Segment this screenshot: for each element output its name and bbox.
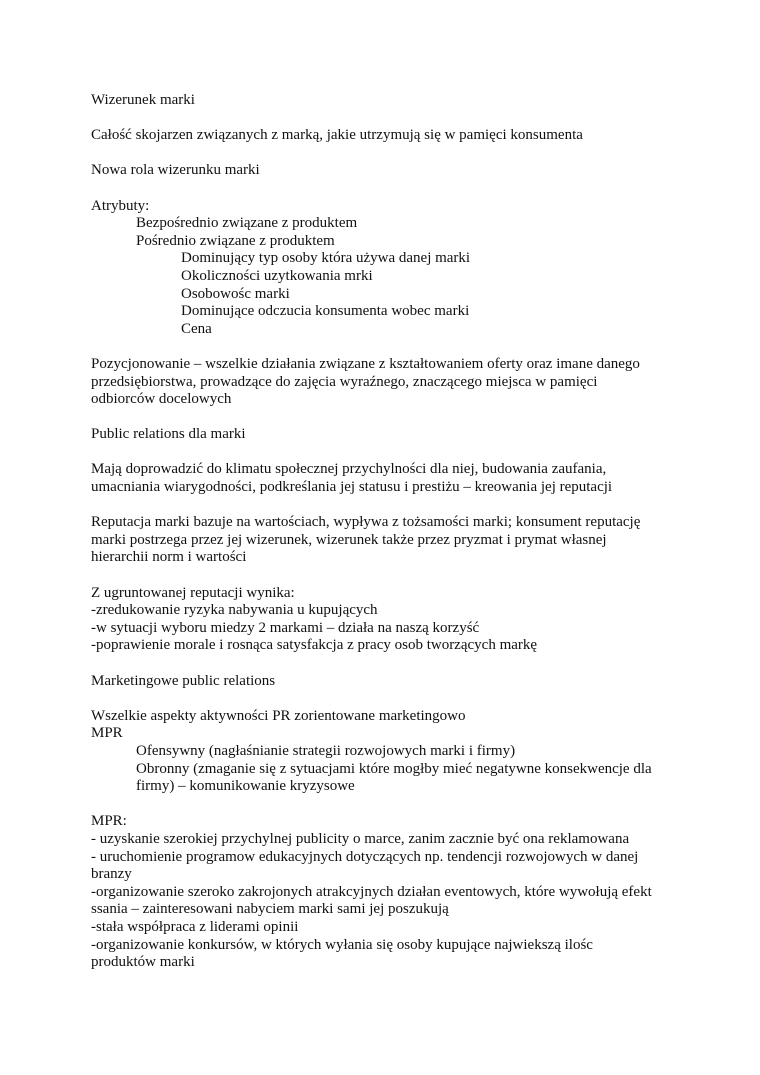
mpr-definition: Wszelkie aspekty aktywności PR zorientowane marketingowo (91, 707, 466, 724)
mpr-list-line: branzy (91, 866, 132, 883)
attribute-sub-item: Dominujące odczucia konsumenta wobec marki (181, 303, 470, 320)
positioning-line: odbiorców docelowych (91, 391, 232, 408)
reputation-line: hierarchii norm i wartości (91, 549, 247, 566)
mpr-list-heading: MPR: (91, 813, 127, 830)
spacer (91, 444, 671, 462)
mpr-list-line: -stała współpraca z liderami opinii (91, 918, 299, 935)
spacer (91, 690, 671, 708)
mpr-label: MPR (91, 725, 123, 742)
spacer (91, 110, 671, 128)
results-item: -zredukowanie ryzyka nabywania u kupujących (91, 602, 378, 619)
spacer (91, 145, 671, 163)
spacer (91, 409, 671, 427)
pr-goal-line: umacniania wiarygodności, podkreślania jej statusu i prestiżu – kreowania jej reputacji (91, 479, 613, 496)
mpr-type-defensive: Obronny (zmaganie się z sytuacjami które mogłby mieć negatywne konsekwencje dla (136, 760, 652, 777)
positioning-line: Pozycjonowanie – wszelkie działania związane z kształtowaniem oferty oraz imane danego (91, 355, 640, 372)
mpr-type-offensive: Ofensywny (nagłaśnianie strategii rozwojowych marki i firmy) (136, 742, 516, 759)
pr-heading: Public relations dla marki (91, 426, 246, 443)
spacer (91, 655, 671, 673)
attribute-direct: Bezpośrednio związane z produktem (136, 215, 358, 232)
mpr-list-line: - uruchomienie programow edukacyjnych dotyczących np. tendencji rozwojowych w danej (91, 848, 639, 865)
results-item: -w sytuacji wyboru miedzy 2 markami – działa na naszą korzyść (91, 619, 480, 636)
positioning-line: przedsiębiorstwa, prowadzące do zajęcia wyraźnego, znaczącego miejsca w pamięci (91, 373, 598, 390)
spacer (91, 567, 671, 585)
results-item: -poprawienie morale i rosnąca satysfakcja z pracy osob tworzących markę (91, 637, 538, 654)
mpr-list-line: ssania – zainteresowani nabyciem marki sami jej poszukują (91, 901, 449, 918)
attribute-sub-item: Dominujący typ osoby która używa danej marki (181, 250, 471, 267)
new-role-heading: Nowa rola wizerunku marki (91, 162, 260, 179)
results-heading: Z ugruntowanej reputacji wynika: (91, 584, 295, 601)
pr-goal-line: Mają doprowadzić do klimatu społecznej przychylności dla niej, budowania zaufania, (91, 461, 607, 478)
attribute-sub-item: Cena (181, 320, 212, 337)
reputation-line: marki postrzega przez jej wizerunek, wizerunek także przez pryzmat i prymat własnej (91, 531, 607, 548)
document-body (91, 92, 671, 972)
mpr-list-line: produktów marki (91, 954, 195, 971)
mpr-heading: Marketingowe public relations (91, 672, 276, 689)
attribute-sub-item: Osobowośc marki (181, 285, 290, 302)
reputation-line: Reputacja marki bazuje na wartościach, wypływa z tożsamości marki; konsument reputację (91, 514, 641, 531)
attribute-indirect: Pośrednio związane z produktem (136, 232, 335, 249)
spacer (91, 497, 671, 515)
attribute-sub-item: Okoliczności uzytkowania mrki (181, 267, 373, 284)
mpr-list-line: -organizowanie szeroko zakrojonych atrakcyjnych działan eventowych, które wywołują efekt (91, 883, 652, 900)
spacer (91, 338, 671, 356)
mpr-list-line: - uzyskanie szerokiej przychylnej publicity o marce, zanim zacznie być ona reklamowana (91, 830, 630, 847)
mpr-type-defensive: firmy) – komunikowanie kryzysowe (136, 778, 355, 795)
doc-title: Wizerunek marki (91, 92, 195, 108)
spacer (91, 796, 671, 814)
spacer (91, 180, 671, 198)
mpr-list-line: -organizowanie konkursów, w których wyłania się osoby kupujące najwiekszą ilośc (91, 936, 593, 953)
definition-paragraph: Całość skojarzen związanych z marką, jakie utrzymują się w pamięci konsumenta (91, 127, 583, 144)
attributes-heading: Atrybuty: (91, 197, 150, 214)
